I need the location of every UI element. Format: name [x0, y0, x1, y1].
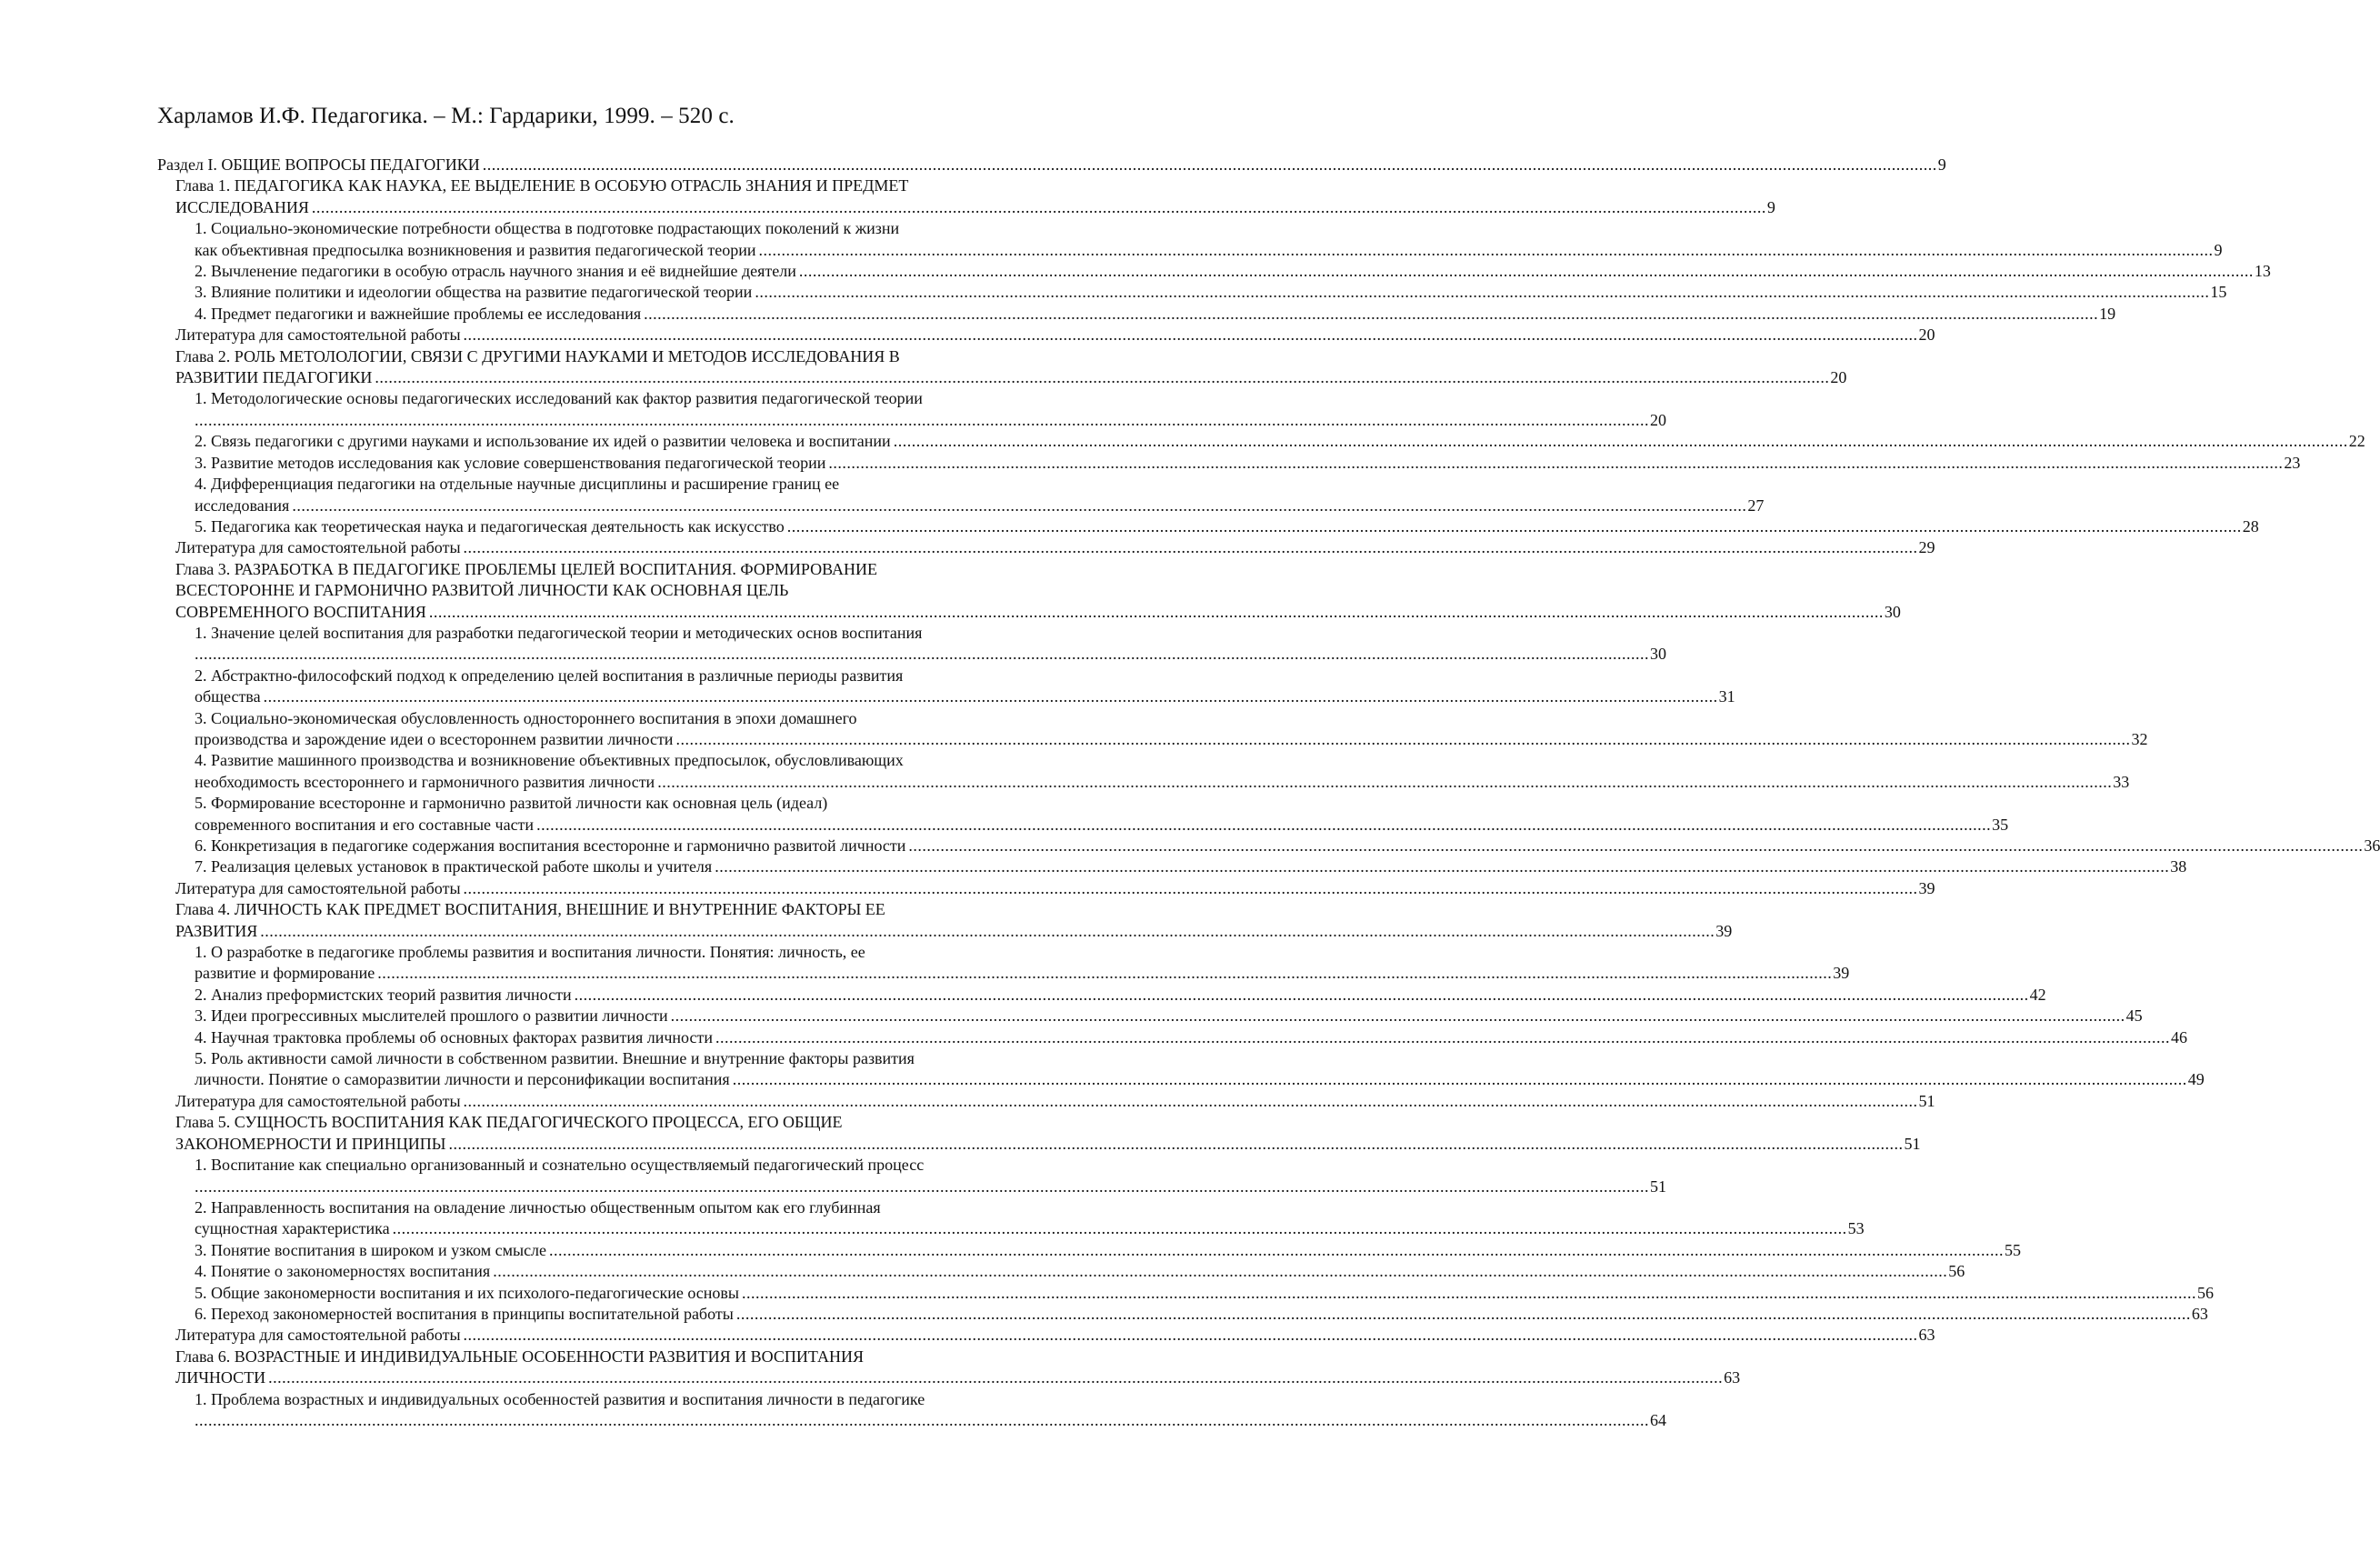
dot-leader — [483, 155, 1937, 175]
dot-leader — [464, 878, 1918, 899]
toc-leader-line — [195, 1261, 1965, 1282]
toc-entry-line: 1. Воспитание как специально организованный и сознательно осуществляемый педагогический процесс — [195, 1156, 925, 1175]
toc-leader-line — [195, 1218, 1865, 1239]
toc-entry-line: Глава 5. СУЩНОСТЬ ВОСПИТАНИЯ КАК ПЕДАГОГИЧЕСКОГО ПРОЦЕССА, ЕГО ОБЩИЕ — [175, 1113, 843, 1132]
toc-entry-title: 4. Понятие о закономерностях воспитания — [195, 1262, 491, 1281]
dot-leader — [493, 1261, 1947, 1282]
dot-leader — [671, 1006, 2125, 1026]
page-number: 28 — [2242, 516, 2259, 536]
dot-leader — [575, 985, 2029, 1006]
toc-entry-line: Глава 4. ЛИЧНОСТЬ КАК ПРЕДМЕТ ВОСПИТАНИЯ, ВНЕШНИЕ И ВНУТРЕННИЕ ФАКТОРЫ ЕЕ — [175, 900, 885, 919]
toc-leader-line — [175, 921, 1733, 942]
toc-entry-title: сущностная характеристика — [195, 1219, 390, 1238]
page-number: 56 — [1948, 1262, 1965, 1281]
toc-entry-title: 4. Предмет педагогики и важнейшие проблемы ее исследования — [195, 304, 642, 323]
toc-entry-title: ЗАКОНОМЕРНОСТИ И ПРИНЦИПЫ — [175, 1134, 446, 1153]
toc-entry-title: необходимость всестороннего и гармоничного развития личности — [195, 772, 655, 791]
toc-entry-line: Глава 2. РОЛЬ МЕТОЛОЛОГИИ, СВЯЗИ С ДРУГИМИ НАУКАМИ И МЕТОДОВ ИССЛЕДОВАНИЯ В — [175, 346, 900, 365]
toc-chapter — [157, 346, 1847, 389]
toc-entry-title: Раздел I. ОБЩИЕ ВОПРОСЫ ПЕДАГОГИКИ — [157, 155, 480, 174]
toc-entry-title: Литература для самостоятельной работы — [175, 538, 461, 557]
toc-entry-title: Литература для самостоятельной работы — [175, 1326, 461, 1345]
dot-leader — [759, 240, 2214, 261]
toc-entry-line: 4. Дифференциация педагогики на отдельные научные дисциплины и расширение границ ее — [195, 475, 840, 494]
page-number: 39 — [1715, 921, 1733, 940]
page-number: 20 — [1830, 368, 1847, 387]
toc-leader-line — [175, 1091, 1935, 1112]
toc-entry-line: 2. Абстрактно-философский подход к определению целей воспитания в различные периоды развития — [195, 666, 904, 685]
toc-item — [157, 708, 2148, 751]
page-number: 20 — [1918, 325, 1935, 345]
toc-entry-title: 3. Идеи прогрессивных мыслителей прошлого о развитии личности — [195, 1006, 668, 1026]
toc-entry-title: современного воспитания и его составные части — [195, 815, 535, 834]
toc-leader-line — [195, 836, 2380, 856]
dot-leader — [733, 1069, 2187, 1090]
page-number: 30 — [1884, 602, 1901, 621]
toc-item — [157, 218, 2223, 261]
toc-entry-title: 6. Конкретизация в педагогике содержания воспитания всесторонне и гармонично развитой личности — [195, 836, 906, 855]
toc-entry-title: личности. Понятие о саморазвитии личности и персонификации воспитания — [195, 1070, 730, 1089]
dot-leader — [894, 431, 2348, 452]
toc-entry-line: 2. Направленность воспитания на овладение личностью общественным опытом как его глубинная — [195, 1197, 881, 1217]
toc-leader-line — [195, 1283, 2215, 1304]
page-number: 33 — [2113, 772, 2130, 791]
dot-leader — [449, 1134, 1904, 1155]
toc-item — [157, 304, 2116, 325]
toc-item — [157, 836, 2380, 856]
toc-entry-line: 1. Социально-экономические потребности общества в подготовке подрастающих поколений к жизни — [195, 219, 900, 238]
toc-leader-line — [175, 325, 1935, 345]
toc-chapter — [157, 1325, 1935, 1346]
toc-entry-title: РАЗВИТИИ ПЕДАГОГИКИ — [175, 368, 373, 387]
dot-leader — [292, 496, 1746, 516]
page-number: 53 — [1847, 1219, 1865, 1238]
page-number: 36 — [2364, 836, 2380, 855]
toc-leader-line — [195, 1304, 2208, 1325]
toc-chapter — [157, 325, 1935, 345]
page-number: 42 — [2029, 985, 2046, 1004]
toc-entry-line: 1. Значение целей воспитания для разработки педагогической теории и методических основ воспитания — [195, 623, 923, 642]
dot-leader — [644, 304, 2098, 325]
toc-entry-title: общества — [195, 687, 261, 706]
toc-item — [157, 516, 2259, 537]
toc-item — [157, 474, 1765, 516]
toc-entry-line: 3. Социально-экономическая обусловленность одностороннего воспитания в эпохи домашнего — [195, 708, 857, 727]
page-number: 13 — [2254, 262, 2271, 281]
page-number: 64 — [1650, 1410, 1666, 1429]
toc-leader-line — [195, 240, 2223, 261]
page-number: 56 — [2197, 1283, 2215, 1302]
page-number: 46 — [2170, 1027, 2187, 1046]
toc-entry-title: Литература для самостоятельной работы — [175, 878, 461, 897]
toc-entry-line: 1. Проблема возрастных и индивидуальных особенностей развития и воспитания личности в педагогике — [195, 1389, 925, 1408]
toc-leader-line — [195, 1240, 2022, 1261]
toc-item — [157, 856, 2187, 877]
page-number: 32 — [2131, 729, 2148, 748]
toc-leader-line — [195, 410, 1666, 431]
page-number: 39 — [1918, 878, 1935, 897]
toc-entry-line: 4. Развитие машинного производства и возникновение объективных предпосылок, обусловливающих — [195, 751, 904, 770]
toc-entry-line: 5. Роль активности самой личности в собственном развитии. Внешние и внутренние факторы развития — [195, 1049, 915, 1068]
toc-leader-line — [195, 1006, 2143, 1026]
dot-leader — [799, 261, 2254, 282]
toc-leader-line — [195, 686, 1735, 707]
toc-entry-line: 1. Методологические основы педагогических исследований как фактор развития педагогической теории — [195, 389, 923, 408]
toc-item — [157, 1048, 2205, 1091]
toc-chapter — [157, 1347, 1741, 1389]
toc-item — [157, 1155, 1666, 1197]
toc-leader-line — [195, 729, 2148, 750]
toc-item — [157, 666, 1735, 708]
toc-leader-line — [175, 367, 1847, 388]
toc-item — [157, 1283, 2215, 1304]
toc-leader-line — [175, 878, 1935, 899]
toc-entry-title: развитие и формирование — [195, 964, 375, 983]
page-number: 15 — [2210, 283, 2227, 302]
toc-item — [157, 750, 2130, 793]
page-number: 45 — [2125, 1006, 2143, 1026]
dot-leader — [536, 815, 1991, 836]
toc-leader-line — [195, 261, 2271, 282]
toc-leader-line — [157, 155, 1946, 175]
toc-leader-line — [195, 496, 1765, 516]
toc-entry-line: Глава 1. ПЕДАГОГИКА КАК НАУКА, ЕЕ ВЫДЕЛЕНИЕ В ОСОБУЮ ОТРАСЛЬ ЗНАНИЯ И ПРЕДМЕТ — [175, 176, 909, 195]
toc-entry-title: РАЗВИТИЯ — [175, 921, 258, 940]
dot-leader — [549, 1240, 2004, 1261]
page-number: 51 — [1918, 1091, 1935, 1110]
toc-leader-line — [195, 304, 2116, 325]
dot-leader — [657, 772, 2112, 793]
toc-leader-line — [195, 815, 2009, 836]
toc-leader-line — [195, 644, 1666, 665]
toc-section — [157, 155, 1946, 175]
toc-leader-line — [175, 197, 1775, 218]
dot-leader — [715, 856, 2169, 877]
dot-leader — [312, 197, 1766, 218]
dot-leader — [715, 1027, 2170, 1048]
toc-entry-title: ЛИЧНОСТИ — [175, 1368, 266, 1387]
page-number: 27 — [1747, 496, 1765, 515]
dot-leader — [908, 836, 2363, 856]
page-number: 39 — [1833, 964, 1850, 983]
page-number: 63 — [2191, 1304, 2208, 1323]
toc-entry-title: исследования — [195, 496, 290, 515]
dot-leader — [264, 686, 1718, 707]
toc-leader-line — [175, 1367, 1741, 1388]
page-number: 51 — [1650, 1177, 1666, 1196]
toc-entry-title: 3. Развитие методов исследования как условие совершенствования педагогической теории — [195, 453, 826, 472]
page-number: 63 — [1724, 1368, 1741, 1387]
page-number: 38 — [2170, 857, 2187, 876]
dot-leader — [377, 963, 1832, 984]
toc-leader-line — [195, 453, 2301, 474]
toc-item — [157, 985, 2046, 1006]
toc-leader-line — [195, 1069, 2205, 1090]
toc-entry-title: 3. Понятие воспитания в широком и узком смысле — [195, 1240, 547, 1259]
page-number: 49 — [2187, 1070, 2205, 1089]
page-number: 35 — [1992, 815, 2009, 834]
toc-item — [157, 1304, 2208, 1325]
toc-item — [157, 431, 2365, 452]
toc-chapter — [157, 175, 1775, 218]
dot-leader — [675, 729, 2130, 750]
toc-leader-line — [195, 1177, 1666, 1197]
table-of-contents — [157, 155, 2380, 1431]
toc-chapter — [157, 559, 1901, 623]
toc-item — [157, 1027, 2187, 1048]
toc-entry-title: 2. Вычленение педагогики в особую отрасль научного знания и её виднейшие деятели — [195, 262, 796, 281]
dot-leader — [828, 453, 2283, 474]
toc-entry-line: 1. О разработке в педагогике проблемы развития и воспитания личности. Понятия: личность, ее — [195, 943, 865, 962]
page-number: 9 — [1937, 155, 1946, 174]
toc-item — [157, 1261, 1965, 1282]
page-number: 20 — [1650, 410, 1666, 429]
dot-leader — [195, 1177, 1649, 1197]
toc-entry-title: производства и зарождение идеи о всестороннем развитии личности — [195, 729, 674, 748]
toc-entry-title: ИССЛЕДОВАНИЯ — [175, 197, 309, 216]
toc-entry-title: 5. Общие закономерности воспитания и их психолого-педагогические основы — [195, 1283, 740, 1302]
toc-chapter — [157, 1112, 1921, 1155]
dot-leader — [736, 1304, 2191, 1325]
toc-leader-line — [195, 1027, 2187, 1048]
toc-item — [157, 1389, 1666, 1432]
toc-chapter — [157, 1091, 1935, 1112]
page-number: 51 — [1904, 1134, 1921, 1153]
toc-item — [157, 1240, 2022, 1261]
toc-entry-title: 3. Влияние политики и идеологии общества на развитие педагогической теории — [195, 283, 753, 302]
dot-leader — [787, 516, 2242, 537]
toc-item — [157, 793, 2009, 836]
toc-item — [157, 942, 1850, 985]
toc-entry-title: как объективная предпосылка возникновения и развития педагогической теории — [195, 240, 756, 259]
page-number: 9 — [2214, 240, 2223, 259]
toc-leader-line — [195, 772, 2130, 793]
toc-entry-line: 5. Формирование всесторонне и гармонично развитой личности как основная цель (идеал) — [195, 794, 828, 813]
page-number: 31 — [1718, 687, 1735, 706]
page-number: 55 — [2005, 1240, 2022, 1259]
page-number: 22 — [2348, 432, 2365, 451]
page-number: 23 — [2284, 453, 2301, 472]
dot-leader — [464, 325, 1918, 345]
page-number: 63 — [1918, 1326, 1935, 1345]
toc-chapter — [157, 899, 1733, 942]
dot-leader — [464, 1325, 1918, 1346]
toc-item — [157, 261, 2271, 282]
page-number: 29 — [1918, 538, 1935, 557]
dot-leader — [195, 644, 1649, 665]
toc-item — [157, 453, 2301, 474]
toc-leader-line — [195, 963, 1850, 984]
toc-item — [157, 623, 1666, 666]
dot-leader — [464, 537, 1918, 558]
page-number: 9 — [1766, 197, 1775, 216]
toc-entry-line: ВСЕСТОРОННЕ И ГАРМОНИЧНО РАЗВИТОЙ ЛИЧНОСТИ КАК ОСНОВНАЯ ЦЕЛЬ — [175, 581, 789, 600]
toc-leader-line — [195, 516, 2259, 537]
toc-leader-line — [195, 856, 2187, 877]
dot-leader — [375, 367, 1829, 388]
dot-leader — [268, 1367, 1723, 1388]
toc-entry-title: 2. Связь педагогики с другими науками и использование их идей о развитии человека и воспитании — [195, 432, 891, 451]
toc-leader-line — [175, 537, 1935, 558]
toc-item — [157, 1197, 1865, 1240]
page-number: 19 — [2099, 304, 2116, 323]
dot-leader — [260, 921, 1715, 942]
toc-item — [157, 388, 1666, 431]
toc-leader-line — [195, 1410, 1666, 1431]
toc-item — [157, 282, 2227, 303]
dot-leader — [742, 1283, 2196, 1304]
toc-leader-line — [175, 1134, 1921, 1155]
toc-entry-title: 5. Педагогика как теоретическая наука и педагогическая деятельность как искусство — [195, 516, 785, 536]
toc-entry-title: 6. Переход закономерностей воспитания в принципы воспитательной работы — [195, 1304, 734, 1323]
toc-entry-title: Литература для самостоятельной работы — [175, 325, 461, 345]
toc-leader-line — [195, 985, 2046, 1006]
toc-entry-line: Глава 3. РАЗРАБОТКА В ПЕДАГОГИКЕ ПРОБЛЕМЫ ЦЕЛЕЙ ВОСПИТАНИЯ. ФОРМИРОВАНИЕ — [175, 559, 877, 578]
page-number: 30 — [1650, 645, 1666, 664]
toc-entry-title: 7. Реализация целевых установок в практической работе школы и учителя — [195, 857, 713, 876]
dot-leader — [755, 282, 2209, 303]
toc-leader-line — [175, 1325, 1935, 1346]
dot-leader — [195, 410, 1649, 431]
toc-leader-line — [195, 282, 2227, 303]
bibliographic-heading: Харламов И.Ф. Педагогика. – М.: Гардарики, 1999. – 520 с. — [157, 104, 735, 128]
toc-entry-line: Глава 6. ВОЗРАСТНЫЕ И ИНДИВИДУАЛЬНЫЕ ОСОБЕННОСТИ РАЗВИТИЯ И ВОСПИТАНИЯ — [175, 1347, 865, 1366]
dot-leader — [393, 1218, 1847, 1239]
dot-leader — [464, 1091, 1918, 1112]
dot-leader — [429, 602, 1884, 623]
toc-leader-line — [195, 431, 2365, 452]
toc-chapter — [157, 878, 1935, 899]
toc-entry-title: 4. Научная трактовка проблемы об основных факторах развития личности — [195, 1027, 713, 1046]
dot-leader — [195, 1410, 1649, 1431]
toc-chapter — [157, 537, 1935, 558]
toc-entry-title: Литература для самостоятельной работы — [175, 1091, 461, 1110]
toc-leader-line — [175, 602, 1901, 623]
toc-item — [157, 1006, 2143, 1026]
toc-entry-title: СОВРЕМЕННОГО ВОСПИТАНИЯ — [175, 602, 426, 621]
toc-entry-title: 2. Анализ преформистских теорий развития личности — [195, 985, 572, 1004]
